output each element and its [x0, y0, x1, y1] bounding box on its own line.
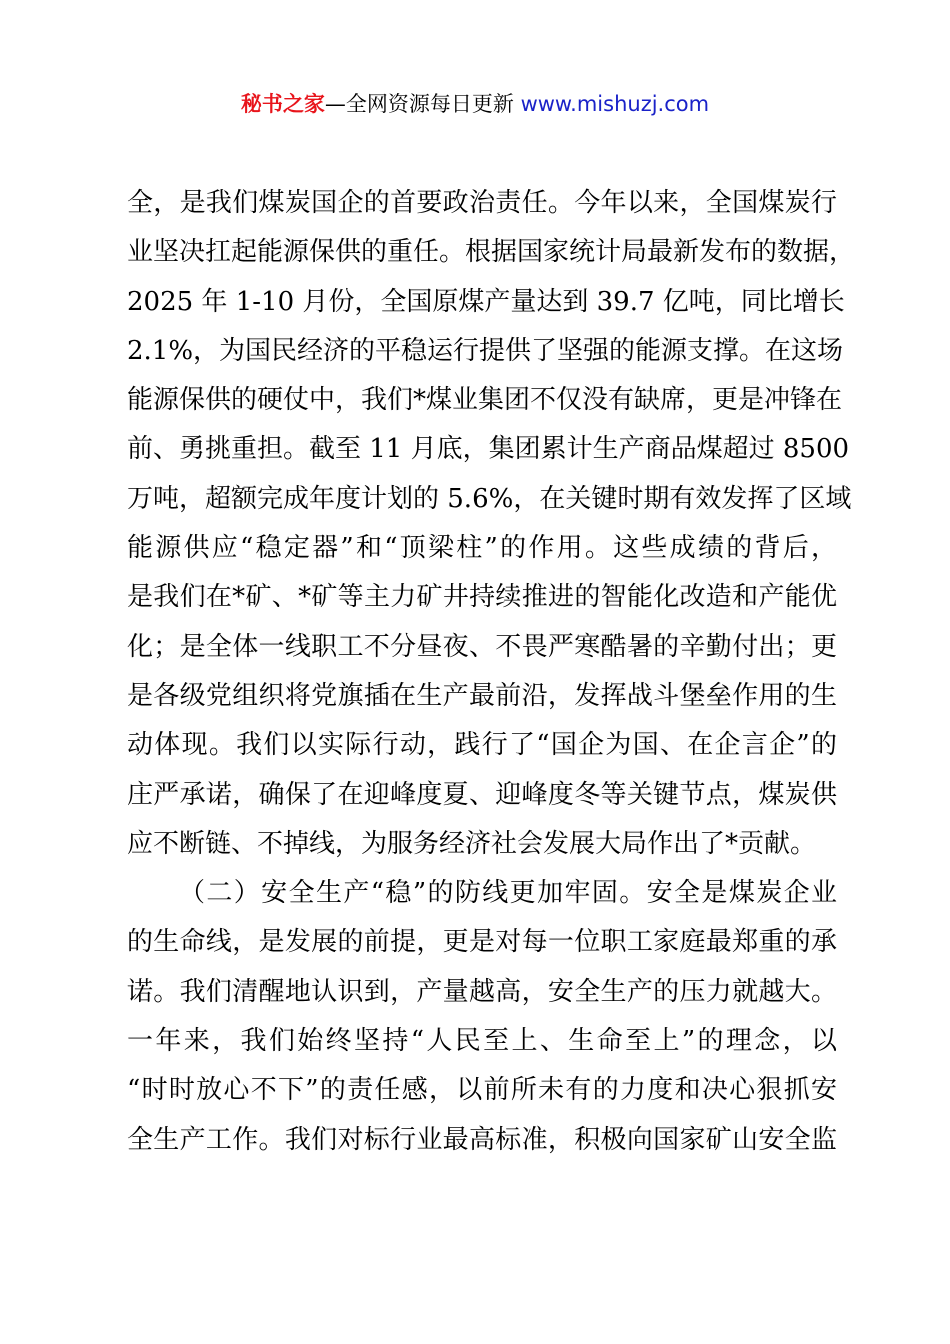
text-line: 业坚决扛起能源保供的重任。根据国家统计局最新发布的数据， [127, 237, 856, 268]
text-line: 是各级党组织将党旗插在生产最前沿，发挥战斗堡垒作用的生 [127, 680, 837, 711]
text-line: 的生命线，是发展的前提，更是对每一位职工家庭最郑重的承 [127, 927, 837, 958]
text-line: 2.1%，为国民经济的平稳运行提供了坚强的能源支撑。在这场 [127, 335, 844, 366]
text-line: 诺。我们清醒地认识到，产量越高，安全生产的压力就越大。 [127, 976, 837, 1007]
text-line: 2025 年 1-10 月份，全国原煤产量达到 39.7 亿吨，同比增长 [127, 286, 845, 317]
text-line: 动体现。我们以实际行动，践行了“国企为国、在企言企”的 [127, 730, 837, 761]
text-line: 全生产工作。我们对标行业最高标准，积极向国家矿山安全监 [127, 1124, 837, 1155]
page-header [0, 88, 950, 120]
paragraph-end-line: 应不断链、不掉线，为服务经济社会发展大局作出了*贡献。 [127, 828, 817, 859]
section-heading-line: （二）安全生产“稳”的防线更加牢固。安全是煤炭企业 [179, 878, 837, 909]
text-line: 是我们在*矿、*矿等主力矿井持续推进的智能化改造和产能优 [127, 582, 837, 613]
header-tagline: —全网资源每日更新 [324, 92, 521, 116]
body-text [127, 179, 856, 1165]
text-line: “时时放心不下”的责任感，以前所未有的力度和决心狠抓安 [127, 1075, 837, 1106]
text-line: 化；是全体一线职工不分昼夜、不畏严寒酷暑的辛勤付出；更 [127, 631, 837, 662]
text-line: 前、勇挑重担。截至 11 月底，集团累计生产商品煤超过 8500 [127, 434, 850, 465]
website-link[interactable]: www.mishuzj.com [520, 92, 710, 116]
text-line: 能源保供的硬仗中，我们*煤业集团不仅没有缺席，更是冲锋在 [127, 385, 843, 416]
text-line: 庄严承诺，确保了在迎峰度夏、迎峰度冬等关键节点，煤炭供 [127, 779, 837, 810]
brand-name: 秘书之家 [240, 92, 325, 116]
text-line: 全，是我们煤炭国企的首要政治责任。今年以来，全国煤炭行 [127, 188, 837, 218]
text-line: 万吨，超额完成年度计划的 5.6%，在关键时期有效发挥了区域 [127, 483, 852, 514]
text-line: 一年来，我们始终坚持“人民至上、生命至上”的理念，以 [127, 1026, 837, 1057]
text-line: 能源供应“稳定器”和“顶梁柱”的作用。这些成绩的背后， [127, 533, 837, 564]
